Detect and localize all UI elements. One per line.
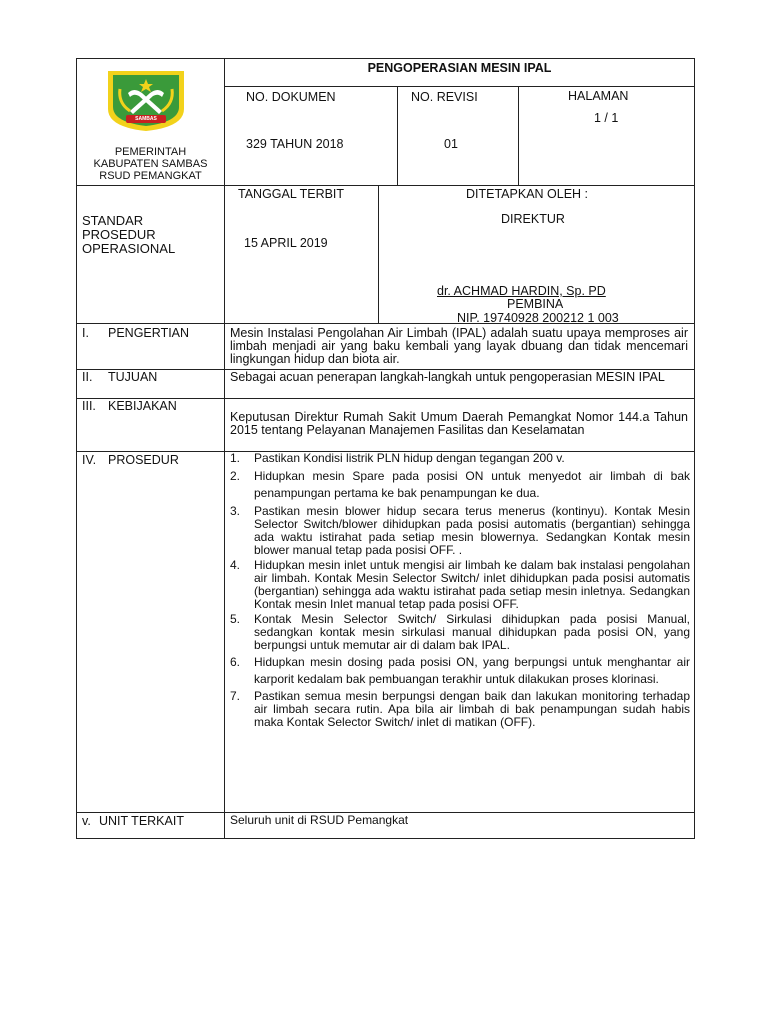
step-number: 5. xyxy=(230,612,241,626)
ditetapkan-label: DITETAPKAN OLEH : xyxy=(466,187,589,201)
tanggal-label: TANGGAL TERBIT xyxy=(238,187,345,201)
pengertian-text: Mesin Instalasi Pengolahan Air Limbah (IPAL) adalah suatu upaya memproses air limbah menjadi air yang baku kembali yang layak dbuang dan tidak mencemari lingkungan hidup dan biota air. xyxy=(230,326,688,366)
title-row-line xyxy=(224,86,695,87)
section-num-pengertian: I. xyxy=(82,326,89,340)
prosedur-step xyxy=(228,654,690,688)
sambas-emblem-icon xyxy=(104,67,188,133)
prosedur-step xyxy=(228,468,690,502)
step-number: 2. xyxy=(230,469,241,483)
org-name xyxy=(77,146,224,182)
section-label-pengertian: PENGERTIAN xyxy=(108,326,190,340)
org-line-2: KABUPATEN SAMBAS xyxy=(93,158,208,170)
step-text: Kontak Mesin Selector Switch/ Sirkulasi dihidupkan pada posisi Manual, sedangkan kontak mesin sirkulasi manual dihidupkan pada posisi ON, yang berpungsi untuk memutar air di dalam bak IPAL. xyxy=(254,612,690,652)
section-label-kebijakan: KEBIJAKAN xyxy=(108,399,177,413)
step-text: Hidupkan mesin inlet untuk mengisi air limbah ke dalam bak instalasi pengolahan air limbah. Kontak Mesin Selector Switch/ inlet dihidupkan pada posisi automatis (bergantian) sehingga ada waktu istirahat pada setiap mesin inletnya. Sedangkan Kontak mesin Inlet manual tetap pada posisi OFF. xyxy=(254,558,690,611)
tanggal-divider xyxy=(378,185,379,323)
sambas-logo xyxy=(104,67,188,133)
header-row-line xyxy=(76,185,695,186)
ditetapkan-role: DIREKTUR xyxy=(501,212,565,226)
step-number: 3. xyxy=(230,504,241,518)
step-text: Pastikan semua mesin berpungsi dengan baik dan lakukan monitoring terhadap air limbah secara rutin. Apa bila air limbah di bak penampungan sudah habis maka Kontak Selector Switch/ inlet di matikan (OFF). xyxy=(254,689,690,729)
signatory-rank: PEMBINA xyxy=(507,297,564,311)
doc-type xyxy=(82,214,175,256)
step-text: Hidupkan mesin dosing pada posisi ON, yang berpungsi untuk menghantar air karporit kedalam bak pembuangan terakhir untuk dilakukan proses klorinasi. xyxy=(254,655,690,686)
prosedur-step xyxy=(228,452,690,465)
step-text: Pastikan mesin blower hidup secara terus menerus (kontinyu). Kontak Mesin Selector Switch/blower dihidupkan pada posisi automatis (bergantian) sehingga ada waktu istirahat pada setiap mesin blowernya. Sedangkan Kontak mesin blower manual tetap pada posisi OFF. . xyxy=(254,504,690,557)
revisi-divider xyxy=(397,86,398,185)
step-text: Hidupkan mesin Spare pada posisi ON untuk menyedot air limbah di bak penampungan pertama ke bak penampungan ke dua. xyxy=(254,469,690,500)
no-dokumen-value: 329 TAHUN 2018 xyxy=(246,137,344,151)
section-num-prosedur: IV. xyxy=(82,453,97,467)
prosedur-step xyxy=(228,559,690,611)
table-border-bottom xyxy=(76,838,695,839)
logo-banner-text: SAMBAS xyxy=(135,116,157,122)
section-label-tujuan: TUJUAN xyxy=(108,370,158,384)
section-num-tujuan: II. xyxy=(82,370,93,384)
doc-type-line-1: STANDAR xyxy=(82,213,144,228)
section-num-unit-terkait: v. xyxy=(82,814,91,828)
step-number: 4. xyxy=(230,558,241,572)
org-line-1: PEMERINTAH xyxy=(114,146,187,158)
document-title: PENGOPERASIAN MESIN IPAL xyxy=(367,61,552,75)
prosedur-step xyxy=(228,690,690,729)
halaman-value: 1 / 1 xyxy=(594,111,619,125)
kebijakan-text: Keputusan Direktur Rumah Sakit Umum Daerah Pemangkat Nomor 144.a Tahun 2015 tentang Pelayanan Manajemen Fasilitas dan Keselamatan xyxy=(230,410,688,437)
unit-terkait-text: Seluruh unit di RSUD Pemangkat xyxy=(230,813,409,827)
step-number: 7. xyxy=(230,689,241,703)
table-border-right xyxy=(694,58,695,839)
step-text: Pastikan Kondisi listrik PLN hidup dengan tegangan 200 v. xyxy=(254,451,565,465)
signatory-name: dr. ACHMAD HARDIN, Sp. PD xyxy=(437,284,606,298)
prosedur-step xyxy=(228,613,690,652)
org-line-3: RSUD PEMANGKAT xyxy=(99,170,202,182)
halaman-divider xyxy=(518,86,519,185)
tanggal-value: 15 APRIL 2019 xyxy=(244,236,328,250)
no-revisi-value: 01 xyxy=(444,137,458,151)
halaman-label: HALAMAN xyxy=(568,89,629,103)
step-number: 6. xyxy=(230,655,241,669)
tujuan-text: Sebagai acuan penerapan langkah-langkah untuk pengoperasian MESIN IPAL xyxy=(230,370,665,384)
prosedur-steps xyxy=(228,452,690,729)
section-label-prosedur: PROSEDUR xyxy=(108,453,179,467)
no-revisi-label: NO. REVISI xyxy=(411,90,478,104)
no-dokumen-label: NO. DOKUMEN xyxy=(246,90,336,104)
doc-type-line-3: OPERASIONAL xyxy=(82,241,176,256)
column-divider xyxy=(224,58,225,839)
table-border-top xyxy=(76,58,695,59)
doc-type-line-2: PROSEDUR xyxy=(82,227,156,242)
step-number: 1. xyxy=(230,451,241,465)
signatory-nip: NIP. 19740928 200212 1 003 xyxy=(457,311,619,325)
prosedur-step xyxy=(228,505,690,557)
section-label-unit-terkait: UNIT TERKAIT xyxy=(99,814,184,828)
section-num-kebijakan: III. xyxy=(82,399,96,413)
